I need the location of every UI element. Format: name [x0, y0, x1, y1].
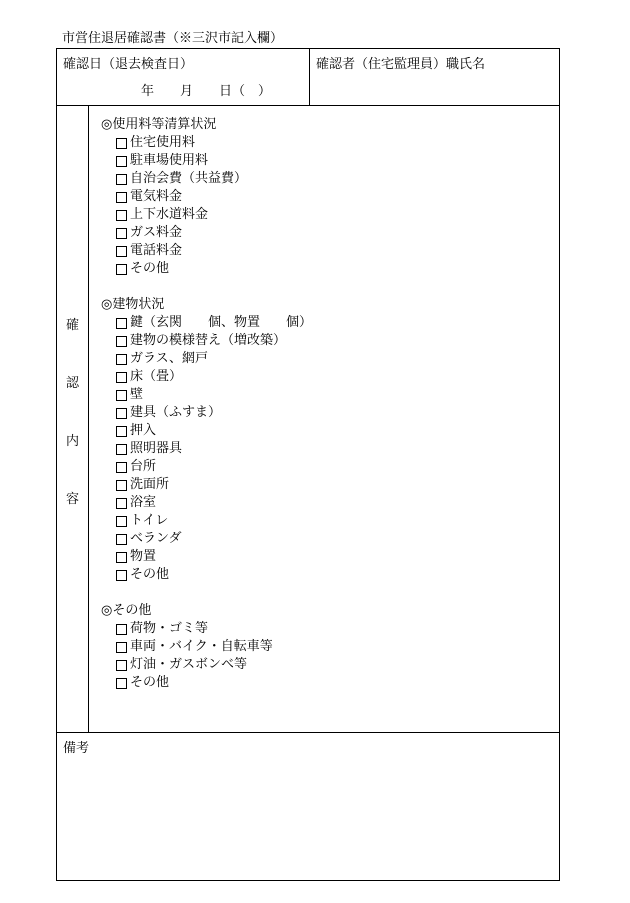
- checkbox[interactable]: [116, 570, 127, 581]
- checkbox[interactable]: [116, 228, 127, 239]
- checklist-item[interactable]: [101, 458, 312, 476]
- checkbox[interactable]: [116, 192, 127, 203]
- confirmation-form: [56, 48, 560, 881]
- remarks-label: 備考: [63, 741, 90, 756]
- confirmer-label: 確認者（住宅監理員）職氏名: [316, 57, 486, 72]
- checklist-item[interactable]: [101, 386, 312, 404]
- checklist-item[interactable]: [101, 134, 312, 152]
- checklist-item[interactable]: [101, 512, 312, 530]
- checklist-item-label: 電気料金: [130, 189, 183, 204]
- checklist-item-label: その他: [130, 567, 170, 582]
- checklist-item[interactable]: [101, 440, 312, 458]
- checkbox[interactable]: [116, 390, 127, 401]
- checkbox[interactable]: [116, 318, 127, 329]
- checkbox[interactable]: [116, 372, 127, 383]
- checkbox[interactable]: [116, 444, 127, 455]
- checklist-item-label: 洗面所: [130, 477, 170, 492]
- checklist-item[interactable]: [101, 260, 312, 278]
- checklist-item[interactable]: [101, 476, 312, 494]
- checklist-item[interactable]: [101, 548, 312, 566]
- checklist-item-label: ベランダ: [130, 531, 182, 546]
- checkbox[interactable]: [116, 408, 127, 419]
- checkbox[interactable]: [116, 264, 127, 275]
- checkbox[interactable]: [116, 210, 127, 221]
- section-heading: ◎建物状況: [101, 297, 165, 312]
- checklist-item[interactable]: [101, 188, 312, 206]
- checklist-item-label: 鍵（玄関 個、物置 個）: [130, 315, 313, 330]
- checkbox[interactable]: [116, 336, 127, 347]
- checkbox[interactable]: [116, 156, 127, 167]
- checklist-item[interactable]: [101, 638, 312, 656]
- remarks-row[interactable]: [57, 733, 559, 880]
- checkbox[interactable]: [116, 642, 127, 653]
- checklist-item[interactable]: [101, 242, 312, 260]
- checkbox[interactable]: [116, 534, 127, 545]
- checklist-item-label: 建具（ふすま）: [130, 405, 222, 420]
- checklist-item-label: 建物の模様替え（増改築）: [130, 333, 287, 348]
- checklist-item-label: 壁: [130, 387, 144, 402]
- checklist-item[interactable]: [101, 206, 312, 224]
- checklist-item-label: 駐車場使用料: [130, 153, 209, 168]
- checklist-item[interactable]: [101, 620, 312, 638]
- checklist-item[interactable]: [101, 350, 312, 368]
- checkbox[interactable]: [116, 174, 127, 185]
- checklist: [101, 116, 312, 692]
- checklist-item-label: 床（畳）: [130, 369, 183, 384]
- checklist-item-label: 電話料金: [130, 243, 183, 258]
- checkbox[interactable]: [116, 462, 127, 473]
- checkbox[interactable]: [116, 426, 127, 437]
- vertical-label-char: 容: [65, 492, 79, 507]
- checkbox[interactable]: [116, 516, 127, 527]
- checkbox[interactable]: [116, 660, 127, 671]
- checklist-item[interactable]: [101, 656, 312, 674]
- checklist-item[interactable]: [101, 170, 312, 188]
- content-vertical-label: [57, 106, 89, 732]
- vertical-label-char: 認: [65, 376, 79, 391]
- checklist-item[interactable]: [101, 152, 312, 170]
- checklist-item-label: トイレ: [130, 513, 169, 528]
- document-title: 市営住退居確認書（※三沢市記入欄）: [62, 31, 284, 46]
- checklist-item[interactable]: [101, 224, 312, 242]
- confirmation-date-field[interactable]: 年 月 日（ ）: [141, 84, 272, 99]
- checklist-item-label: 住宅使用料: [130, 135, 196, 150]
- checklist-item[interactable]: [101, 332, 312, 350]
- section-heading: ◎その他: [101, 603, 152, 618]
- checklist-item-label: 浴室: [130, 495, 157, 510]
- checklist-item-label: 物置: [130, 549, 157, 564]
- section-spacer: [101, 278, 312, 296]
- checkbox[interactable]: [116, 354, 127, 365]
- checkbox[interactable]: [116, 678, 127, 689]
- checklist-item-label: 押入: [130, 423, 157, 438]
- vertical-label-char: 確: [65, 318, 79, 333]
- checklist-item[interactable]: [101, 566, 312, 584]
- checklist-item-label: 台所: [130, 459, 157, 474]
- checklist-item-label: その他: [130, 261, 170, 276]
- vertical-label-char: 内: [65, 434, 79, 449]
- checklist-item[interactable]: [101, 368, 312, 386]
- checklist-item-label: ガラス、網戸: [130, 351, 209, 366]
- checklist-item-label: 上下水道料金: [130, 207, 209, 222]
- checklist-item[interactable]: [101, 404, 312, 422]
- checkbox[interactable]: [116, 498, 127, 509]
- checklist-item[interactable]: [101, 674, 312, 692]
- confirmation-content-row: [57, 106, 559, 733]
- checklist-item-label: 自治会費（共益費）: [130, 171, 248, 186]
- checklist-item-label: その他: [130, 675, 170, 690]
- checkbox[interactable]: [116, 480, 127, 491]
- confirmation-date-label: 確認日（退去検査日）: [63, 57, 194, 72]
- checkbox[interactable]: [116, 138, 127, 149]
- checklist-item-label: 照明器具: [130, 441, 183, 456]
- checklist-item[interactable]: [101, 494, 312, 512]
- checklist-item-label: 灯油・ガスボンベ等: [130, 657, 248, 672]
- confirmation-date-cell: [57, 49, 310, 105]
- checkbox[interactable]: [116, 552, 127, 563]
- checkbox[interactable]: [116, 624, 127, 635]
- checklist-item-label: 荷物・ゴミ等: [130, 621, 209, 636]
- checklist-item[interactable]: [101, 314, 312, 332]
- checkbox[interactable]: [116, 246, 127, 257]
- checklist-item-label: 車両・バイク・自転車等: [130, 639, 273, 654]
- section-heading: ◎使用料等清算状況: [101, 117, 217, 132]
- confirmer-cell[interactable]: [310, 49, 559, 105]
- checklist-item[interactable]: [101, 422, 312, 440]
- checklist-item-label: ガス料金: [130, 225, 183, 240]
- header-row: [57, 49, 559, 106]
- checklist-item[interactable]: [101, 530, 312, 548]
- section-spacer: [101, 584, 312, 602]
